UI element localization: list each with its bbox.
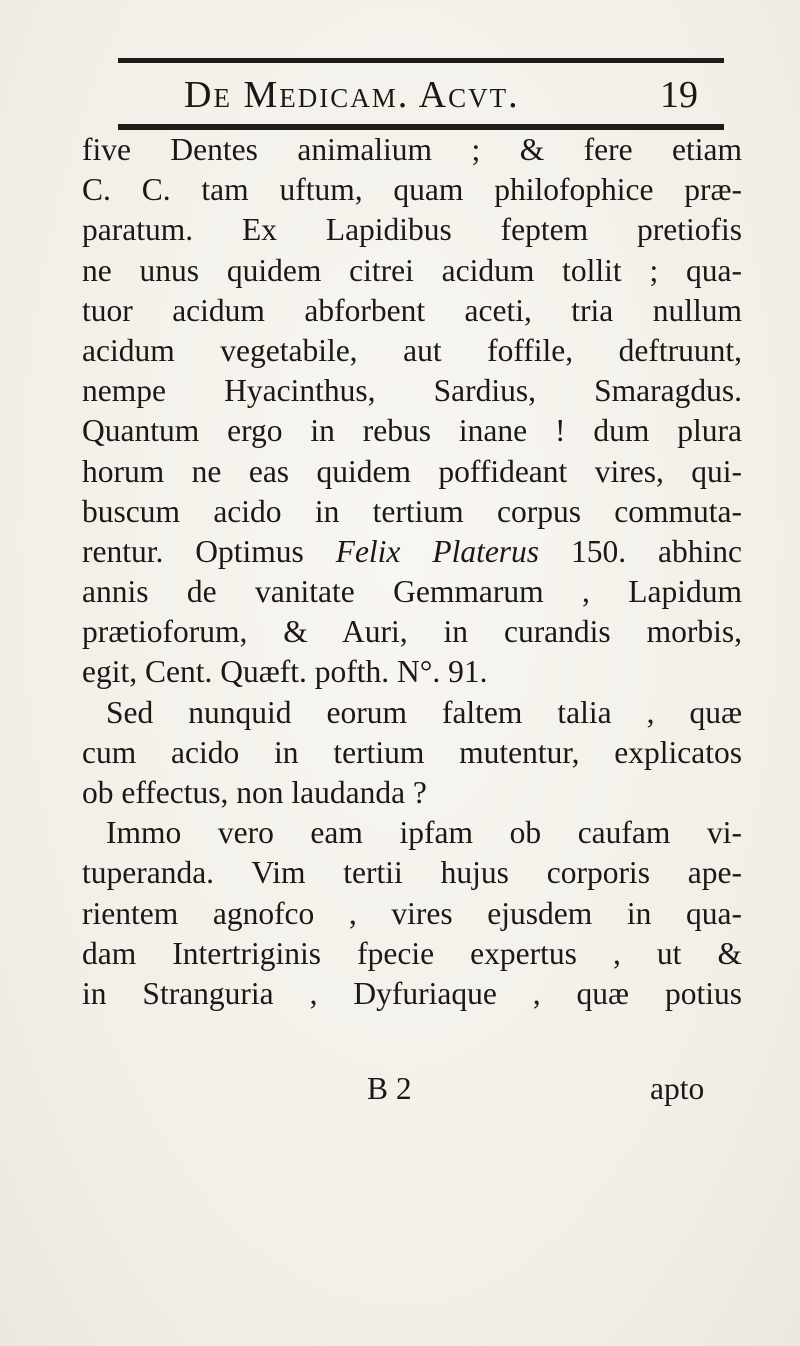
text-line: C. C. tam uftum, quam philofophice præ- bbox=[82, 172, 742, 208]
text-line-with-author bbox=[82, 532, 742, 572]
text-line: Immo vero eam ipfam ob caufam vi- bbox=[106, 815, 742, 851]
page-number: 19 bbox=[660, 74, 698, 116]
text-line: horum ne eas quidem poffideant vires, qui- bbox=[82, 453, 742, 489]
signature-mark: B 2 bbox=[367, 1071, 412, 1106]
text-line: Quantum ergo in rebus inane ! dum plura bbox=[82, 413, 742, 449]
text-line: tuperanda. Vim tertii hujus corporis ape- bbox=[82, 855, 742, 891]
text-line: egit, Cent. Quæft. pofth. N°. 91. bbox=[82, 654, 488, 690]
text-line: ne unus quidem citrei acidum tollit ; qua- bbox=[82, 252, 742, 288]
text-line: Sed nunquid eorum faltem talia , quæ bbox=[106, 694, 742, 730]
running-title: De Medicam. Acvt. bbox=[184, 74, 520, 116]
header-rule-top bbox=[118, 58, 724, 63]
text-line: ob effectus, non laudanda ? bbox=[82, 775, 427, 810]
text-segment: 150. abhinc bbox=[539, 533, 742, 569]
author-name: Felix Platerus bbox=[335, 533, 540, 569]
text-line: in Stranguria , Dyfuriaque , quæ potius bbox=[82, 975, 742, 1011]
text-line: five Dentes animalium ; & fere etiam bbox=[82, 132, 742, 167]
text-line: acidum vegetabile, aut foffile, deftruunt, bbox=[82, 332, 742, 368]
running-header bbox=[118, 66, 724, 122]
text-line: buscum acido in tertium corpus commuta- bbox=[82, 493, 742, 529]
text-segment: rentur. Optimus bbox=[82, 533, 336, 569]
text-line: nempe Hyacinthus, Sardius, Smaragdus. bbox=[82, 373, 742, 409]
text-line: tuor acidum abforbent aceti, tria nullum bbox=[82, 292, 742, 328]
text-line: rientem agnofco , vires ejusdem in qua- bbox=[82, 895, 742, 931]
text-line: paratum. Ex Lapidibus feptem pretiofis bbox=[82, 212, 742, 248]
text-line: prætioforum, & Auri, in curandis morbis, bbox=[82, 614, 742, 650]
text-line: dam Intertriginis fpecie expertus , ut & bbox=[82, 935, 742, 971]
catchword: apto bbox=[650, 1071, 705, 1106]
body-text bbox=[82, 130, 742, 1014]
text-line: annis de vanitate Gemmarum , Lapidum bbox=[82, 574, 742, 610]
text-line: cum acido in tertium mutentur, explicatos bbox=[82, 734, 742, 770]
